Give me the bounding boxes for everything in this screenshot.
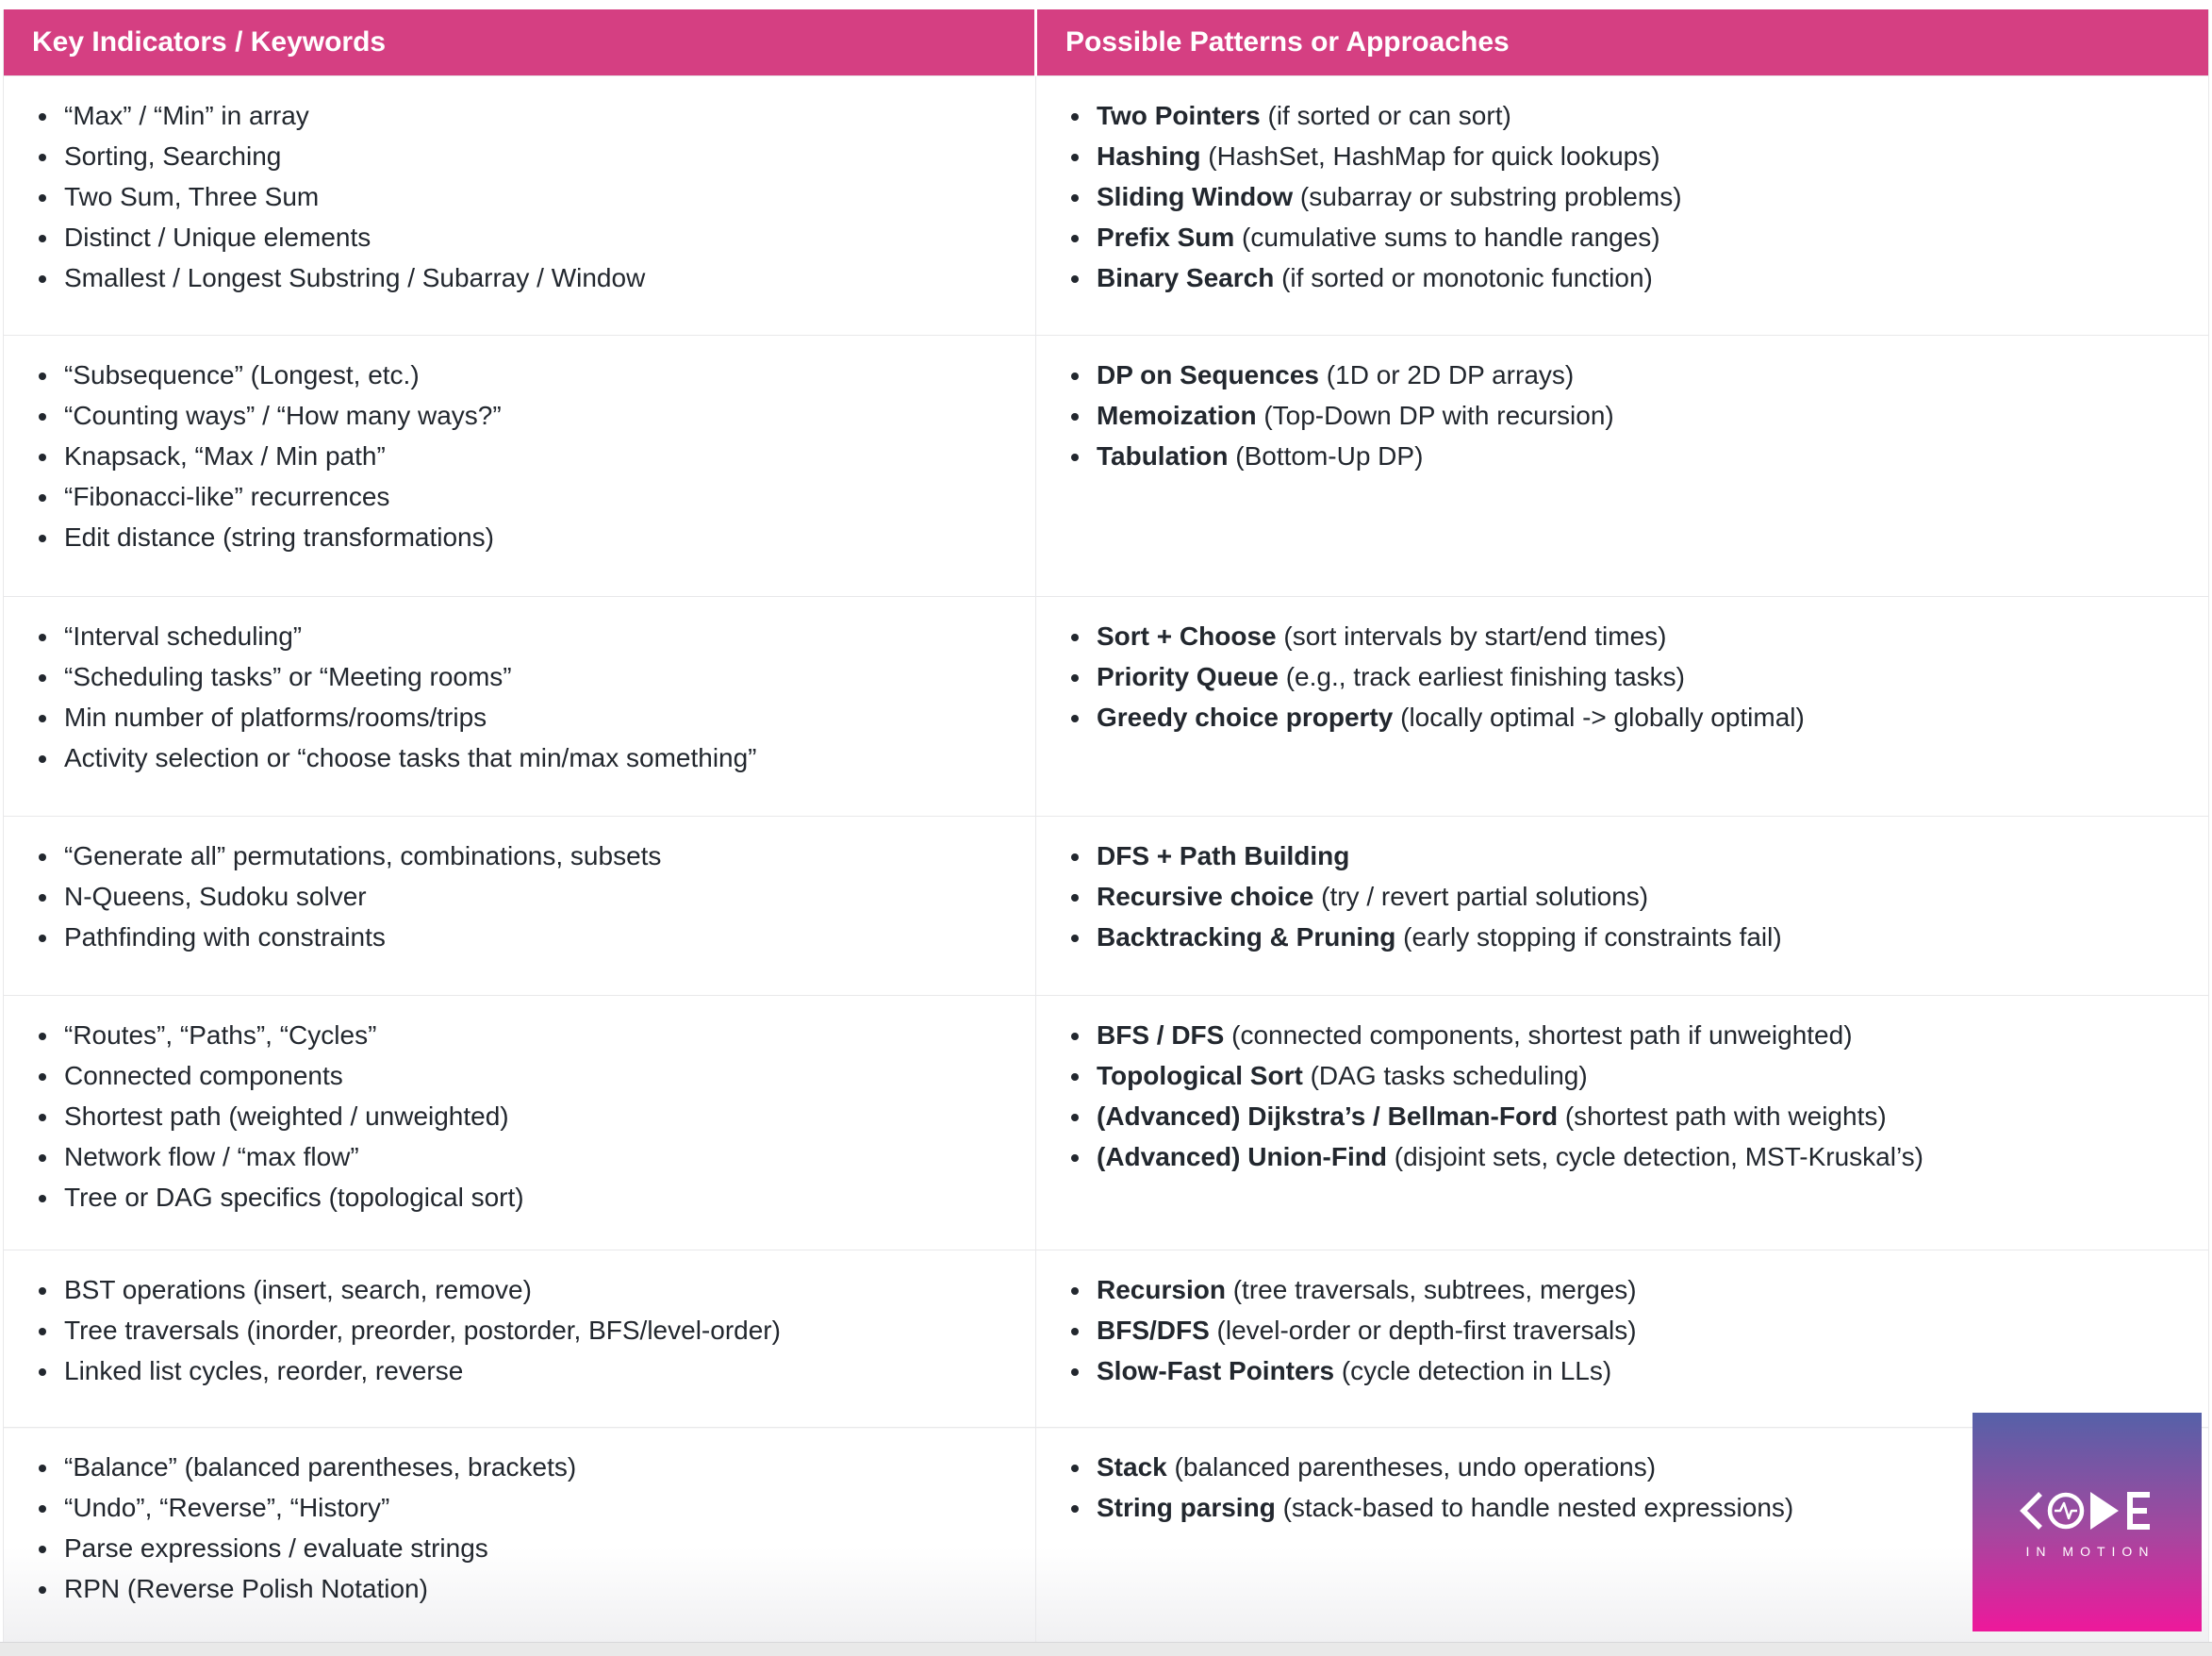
pattern-item: • (Advanced) Dijkstra’s / Bellman-Ford (shortest path with weights) [1093,1096,2180,1136]
pattern-item: • Two Pointers (if sorted or can sort) [1093,95,2180,136]
pattern-item: • Recursive choice (try / revert partial solutions) [1093,876,2180,917]
pattern-list [1065,95,2180,298]
pattern-item: • (Advanced) Union-Find (disjoint sets, cycle detection, MST-Kruskal’s) [1093,1136,2180,1177]
pattern-item: • Hashing (HashSet, HashMap for quick lookups) [1093,136,2180,176]
patterns-cell [1036,597,2209,817]
pattern-name: (Advanced) Union-Find [1097,1142,1387,1171]
keyword-item: • Distinct / Unique elements [60,217,1007,257]
keyword-item: • RPN (Reverse Polish Notation) [60,1568,1007,1609]
keyword-list [32,836,1007,957]
pattern-name: Memoization [1097,401,1257,430]
table-row [4,1428,2209,1644]
keyword-item: • N-Queens, Sudoku solver [60,876,1007,917]
code-wordmark-icon [2017,1486,2158,1535]
keyword-item: • “Fibonacci-like” recurrences [60,476,1007,517]
pattern-name: DP on Sequences [1097,360,1320,389]
pattern-item: • Backtracking & Pruning (early stopping if constraints fail) [1093,917,2180,957]
patterns-table [3,9,2209,1644]
patterns-cell [1036,76,2209,336]
keyword-item: • Knapsack, “Max / Min path” [60,436,1007,476]
pattern-name: String parsing [1097,1493,1276,1522]
pattern-name: Slow-Fast Pointers [1097,1356,1335,1385]
pattern-item [1093,836,2180,876]
pattern-item: • Binary Search (if sorted or monotonic function) [1093,257,2180,298]
keyword-list [32,95,1007,298]
pattern-name: Priority Queue [1097,662,1279,691]
pattern-item: • Recursion (tree traversals, subtrees, merges) [1093,1269,2180,1310]
pattern-name: (Advanced) Dijkstra’s / Bellman-Ford [1097,1101,1559,1131]
pattern-name: Hashing [1097,141,1201,171]
keyword-item: • Linked list cycles, reorder, reverse [60,1350,1007,1391]
pattern-name: Topological Sort [1097,1061,1303,1090]
keyword-item: • “Routes”, “Paths”, “Cycles” [60,1015,1007,1055]
table-row [4,996,2209,1250]
keywords-cell [4,817,1036,996]
pattern-item: • Memoization (Top-Down DP with recursion) [1093,395,2180,436]
keyword-list [32,1015,1007,1217]
keyword-item: • “Subsequence” (Longest, etc.) [60,355,1007,395]
keyword-item: • Pathfinding with constraints [60,917,1007,957]
pattern-item: • BFS/DFS (level-order or depth-first traversals) [1093,1310,2180,1350]
pattern-item: • Tabulation (Bottom-Up DP) [1093,436,2180,476]
keywords-cell [4,597,1036,817]
table-row [4,76,2209,336]
pattern-item: • Sliding Window (subarray or substring problems) [1093,176,2180,217]
keyword-item: • Tree or DAG specifics (topological sort) [60,1177,1007,1217]
pattern-name: Stack [1097,1452,1167,1482]
keyword-list [32,1269,1007,1391]
pattern-name: Recursive choice [1097,882,1314,911]
keyword-item: • “Balance” (balanced parentheses, brackets) [60,1447,1007,1487]
pattern-list [1065,1269,2180,1391]
pattern-name: BFS / DFS [1097,1020,1225,1050]
pattern-list [1065,836,2180,957]
keyword-item: • Smallest / Longest Substring / Subarray / Window [60,257,1007,298]
pattern-item: • Prefix Sum (cumulative sums to handle ranges) [1093,217,2180,257]
keyword-item: • “Interval scheduling” [60,616,1007,656]
patterns-cell [1036,817,2209,996]
keyword-item: • Two Sum, Three Sum [60,176,1007,217]
pattern-name: Sliding Window [1097,182,1294,211]
pattern-name: Binary Search [1097,263,1275,292]
keyword-item: • Network flow / “max flow” [60,1136,1007,1177]
keywords-cell [4,336,1036,597]
pattern-item: • Stack (balanced parentheses, undo operations) [1093,1447,2180,1487]
keywords-cell [4,996,1036,1250]
patterns-cell [1036,336,2209,597]
pattern-item: • Sort + Choose (sort intervals by start/end times) [1093,616,2180,656]
pattern-list [1065,616,2180,737]
keywords-cell [4,76,1036,336]
table-header-row [4,9,2209,76]
keyword-item: • Connected components [60,1055,1007,1096]
column-header-patterns: Possible Patterns or Approaches [1036,9,2209,76]
patterns-cell [1036,1250,2209,1428]
pattern-item: • DP on Sequences (1D or 2D DP arrays) [1093,355,2180,395]
logo-tagline: IN MOTION [2025,1543,2155,1559]
table-row [4,817,2209,996]
table-body [4,76,2209,1644]
keyword-item: • Sorting, Searching [60,136,1007,176]
keyword-item: • Activity selection or “choose tasks that min/max something” [60,737,1007,778]
keyword-item: • Parse expressions / evaluate strings [60,1528,1007,1568]
keyword-item: • “Max” / “Min” in array [60,95,1007,136]
keyword-item: • Min number of platforms/rooms/trips [60,697,1007,737]
keyword-item: • Shortest path (weighted / unweighted) [60,1096,1007,1136]
pattern-list [1065,355,2180,476]
keywords-cell [4,1250,1036,1428]
column-header-keywords: Key Indicators / Keywords [4,9,1036,76]
keyword-item: • BST operations (insert, search, remove) [60,1269,1007,1310]
code-in-motion-logo [1973,1413,2202,1631]
table-row [4,1250,2209,1428]
pattern-name: Recursion [1097,1275,1226,1304]
pattern-name: Backtracking & Pruning [1097,922,1396,952]
patterns-cell [1036,996,2209,1250]
pattern-name: Sort + Choose [1097,621,1277,651]
pattern-name: Tabulation [1097,441,1229,471]
pattern-name: DFS + Path Building [1097,841,1350,870]
pattern-item: • String parsing (stack-based to handle nested expressions) [1093,1487,2180,1528]
keyword-list [32,616,1007,778]
pattern-name: Greedy choice property [1097,703,1394,732]
pattern-item: • Topological Sort (DAG tasks scheduling) [1093,1055,2180,1096]
keyword-list [32,355,1007,557]
keyword-list [32,1447,1007,1609]
pattern-list [1065,1015,2180,1177]
table-row [4,336,2209,597]
keywords-cell [4,1428,1036,1644]
pattern-item: • Greedy choice property (locally optimal -> globally optimal) [1093,697,2180,737]
pattern-item: • Slow-Fast Pointers (cycle detection in LLs) [1093,1350,2180,1391]
keyword-item: • “Counting ways” / “How many ways?” [60,395,1007,436]
keyword-item: • “Scheduling tasks” or “Meeting rooms” [60,656,1007,697]
bottom-scroll-strip[interactable] [0,1642,2212,1656]
table-row [4,597,2209,817]
pattern-name: Prefix Sum [1097,223,1235,252]
pattern-name: Two Pointers [1097,101,1261,130]
pattern-item: • Priority Queue (e.g., track earliest finishing tasks) [1093,656,2180,697]
keyword-item: • Tree traversals (inorder, preorder, postorder, BFS/level-order) [60,1310,1007,1350]
pattern-item: • BFS / DFS (connected components, shortest path if unweighted) [1093,1015,2180,1055]
keyword-item: • Edit distance (string transformations) [60,517,1007,557]
pattern-name: BFS/DFS [1097,1316,1210,1345]
keyword-item: • “Undo”, “Reverse”, “History” [60,1487,1007,1528]
keyword-item: • “Generate all” permutations, combinations, subsets [60,836,1007,876]
